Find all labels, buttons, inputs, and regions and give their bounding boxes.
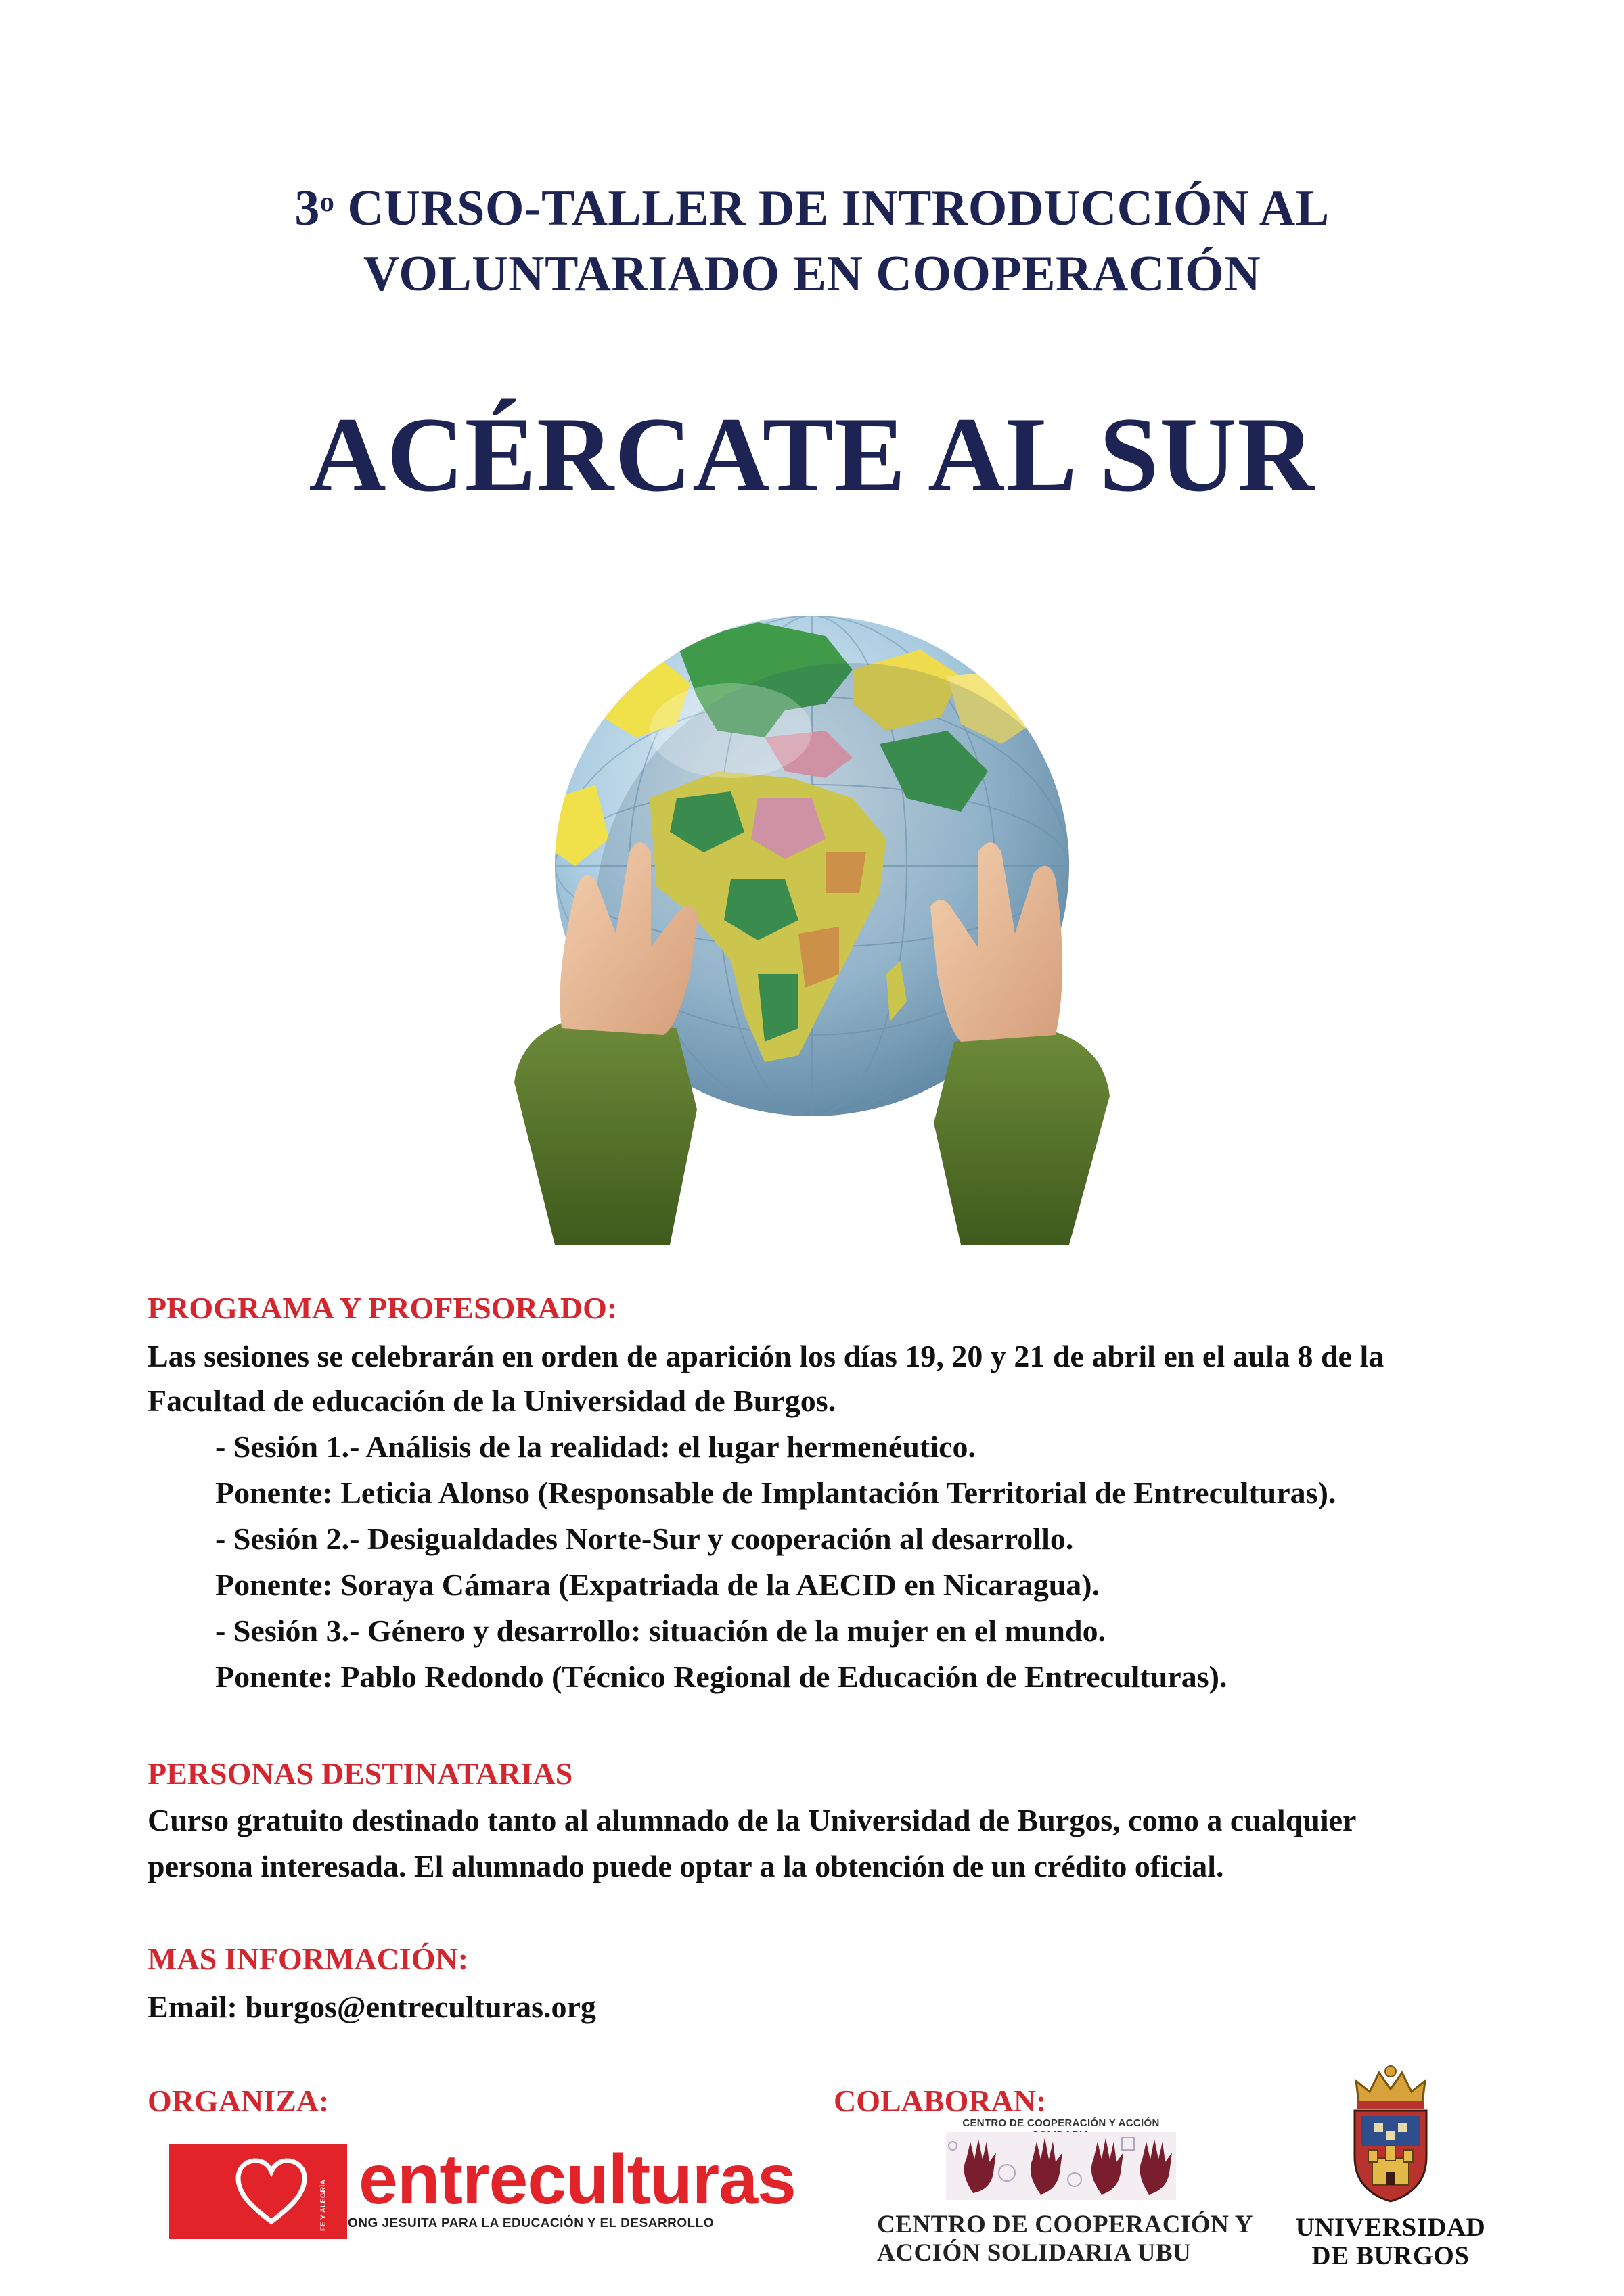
session-3-speaker: Ponente: Pablo Redondo (Técnico Regional de Educación de Entreculturas).: [215, 1659, 1227, 1694]
destinatarias-line-2: persona interesada. El alumnado puede optar a la obtención de un crédito oficial.: [148, 1849, 1224, 1883]
destinatarias-heading: PERSONAS DESTINATARIAS: [148, 1756, 573, 1791]
centro-line-1: CENTRO DE COOPERACIÓN Y: [877, 2211, 1253, 2238]
destinatarias-line-1: Curso gratuito destinado tanto al alumnado de la Universidad de Burgos, como a cualquier: [148, 1803, 1357, 1837]
globe-hands-image: [474, 595, 1150, 1245]
centro-cooperacion-text: [877, 2211, 1253, 2268]
email-line: Email: burgos@entreculturas.org: [148, 1990, 596, 2024]
ubu-text: [1286, 2213, 1495, 2270]
entreculturas-red-box: [169, 2144, 347, 2239]
subtitle-line-1: 3$^o$ CURSO-TALLER DE INTRODUCCIÓN AL: [294, 181, 1330, 236]
session-3-title: - Sesión 3.- Género y desarrollo: situación de la mujer en el mundo.: [215, 1613, 1106, 1648]
session-1-title: - Sesión 1.- Análisis de la realidad: el lugar hermenéutico.: [215, 1429, 976, 1464]
programa-intro-line-2: Facultad de educación de la Universidad de Burgos.: [148, 1383, 836, 1418]
ubu-line-1: UNIVERSIDAD: [1295, 2213, 1486, 2242]
ubu-shield-icon: [1347, 2062, 1435, 2204]
handprints-icon: [946, 2132, 1176, 2200]
heart-icon: [234, 2157, 309, 2227]
centro-line-2: ACCIÓN SOLIDARIA UBU: [877, 2239, 1192, 2267]
subtitle-line-2: VOLUNTARIADO EN COOPERACIÓN: [363, 246, 1261, 302]
page-title: ACÉRCATE AL SUR: [309, 396, 1315, 514]
centro-logo-text: CENTRO DE COOPERACIÓN Y ACCIÓN: [962, 2117, 1160, 2129]
ubu-line-2: DE BURGOS: [1311, 2241, 1470, 2270]
session-1-speaker: Ponente: Leticia Alonso (Responsable de Implantación Territorial de Entreculturas).: [215, 1475, 1336, 1510]
organiza-label: ORGANIZA:: [148, 2084, 330, 2118]
session-2-title: - Sesión 2.- Desigualdades Norte-Sur y cooperación al desarrollo.: [215, 1521, 1074, 1556]
entreculturas-tagline: ONG JESUITA PARA LA EDUCACIÓN Y EL DESARROLLO: [348, 2216, 715, 2230]
entreculturas-side-text: FE Y ALEGRÍA: [319, 2179, 328, 2231]
programa-heading: PROGRAMA Y PROFESORADO:: [148, 1291, 618, 1325]
colaboran-label: COLABORAN:: [834, 2084, 1047, 2118]
entreculturas-wordmark: entreculturas: [359, 2140, 796, 2219]
entreculturas-logo: [169, 2140, 796, 2239]
centro-cooperacion-logo: [946, 2117, 1176, 2200]
session-2-speaker: Ponente: Soraya Cámara (Expatriada de la AECID en Nicaragua).: [215, 1567, 1100, 1602]
programa-intro-line-1: Las sesiones se celebrarán en orden de aparición los días 19, 20 y 21 de abril en el aula 8 de la: [148, 1339, 1384, 1373]
info-heading: MAS INFORMACIÓN:: [148, 1942, 469, 1976]
